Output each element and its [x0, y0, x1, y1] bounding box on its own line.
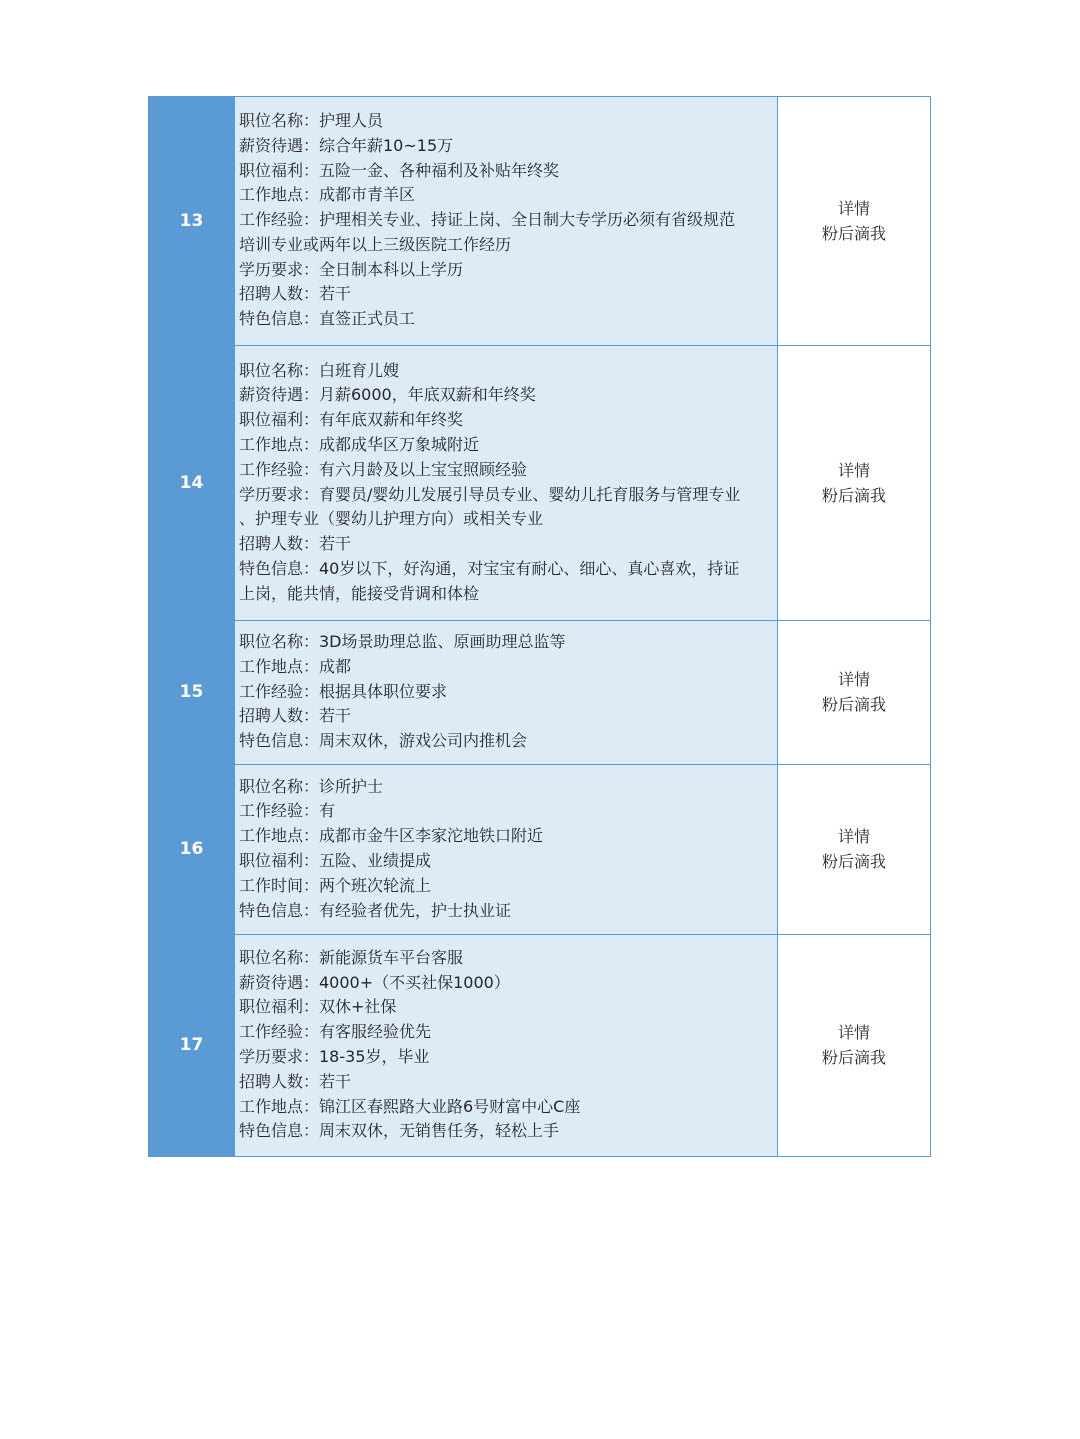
job-contact-cell — [778, 934, 931, 1156]
job-number: 14 — [149, 346, 235, 621]
job-number: 16 — [149, 764, 235, 934]
contact-label: 粉后滴我 — [821, 224, 886, 243]
job-number: 17 — [149, 934, 235, 1156]
job-listings-table — [148, 96, 931, 1157]
job-info-line: 职位福利：有年底双薪和年终奖 — [239, 410, 464, 430]
job-info-line: 职位名称：护理人员 — [239, 110, 384, 130]
job-info-line: 特色信息：直签正式员工 — [239, 309, 416, 329]
job-info-line: 工作地点：成都 — [239, 656, 352, 676]
job-info-line: 招聘人数：若干 — [239, 706, 352, 726]
contact-label: 粉后滴我 — [821, 1048, 886, 1068]
job-info-line: 工作地点：锦江区春熙路大业路6号财富中心C座 — [239, 1096, 581, 1116]
job-info-line: 上岗，能共情，能接受背调和体检 — [239, 583, 480, 603]
job-row — [149, 346, 931, 621]
job-info-line: 学历要求：18-35岁，毕业 — [239, 1046, 430, 1066]
job-info-line: 特色信息：有经验者优先，护士执业证 — [239, 900, 512, 920]
job-info-line: 工作地点：成都成华区万象城附近 — [239, 434, 480, 454]
job-details — [235, 934, 778, 1156]
job-info-line: 招聘人数：若干 — [239, 534, 352, 554]
job-info-line: 工作地点：成都市金牛区李家沱地铁口附近 — [239, 826, 544, 846]
detail-label: 详情 — [837, 670, 870, 690]
detail-label: 详情 — [837, 827, 870, 847]
job-info-line: 工作经验：护理相关专业、持证上岗、全日制大专学历必须有省级规范 — [239, 210, 736, 230]
job-info-line: 工作经验：有客服经验优先 — [239, 1022, 432, 1042]
job-info-line: 招聘人数：若干 — [239, 1071, 352, 1091]
job-details — [235, 97, 778, 346]
job-info-line: 特色信息：40岁以下，好沟通，对宝宝有耐心、细心、真心喜欢，持证 — [239, 558, 740, 578]
job-info-line: 职位名称：诊所护士 — [239, 776, 384, 796]
job-row — [149, 97, 931, 346]
job-details — [235, 764, 778, 934]
job-info-line: 职位名称：白班育儿嫂 — [239, 360, 400, 380]
detail-label: 详情 — [837, 199, 870, 218]
job-info-line: 职位福利：五险、业绩提成 — [239, 850, 432, 870]
job-number: 13 — [149, 97, 235, 346]
job-row — [149, 934, 931, 1156]
job-info-line: 工作时间：两个班次轮流上 — [239, 875, 432, 895]
job-row — [149, 621, 931, 765]
job-number: 15 — [149, 621, 235, 765]
job-info-line: 学历要求：全日制本科以上学历 — [239, 259, 464, 279]
job-info-line: 特色信息：周末双休，无销售任务，轻松上手 — [239, 1121, 560, 1141]
job-info-line: 职位福利：五险一金、各种福利及补贴年终奖 — [239, 160, 560, 180]
job-info-line: 、护理专业（婴幼儿护理方向）或相关专业 — [239, 509, 544, 529]
job-info-line: 工作经验：有 — [239, 801, 336, 821]
job-details — [235, 346, 778, 621]
job-contact-cell — [778, 97, 931, 346]
detail-label: 详情 — [837, 1023, 870, 1043]
job-info-line: 职位福利：双休+社保 — [239, 997, 397, 1017]
job-info-line: 学历要求：育婴员/婴幼儿发展引导员专业、婴幼儿托育服务与管理专业 — [239, 484, 741, 504]
job-info-line: 薪资待遇：4000+（不买社保1000） — [239, 972, 510, 992]
job-info-line: 特色信息：周末双休，游戏公司内推机会 — [239, 731, 528, 751]
contact-label: 粉后滴我 — [821, 695, 886, 715]
job-info-line: 工作经验：根据具体职位要求 — [239, 681, 448, 701]
job-info-line: 工作经验：有六月龄及以上宝宝照顾经验 — [239, 459, 528, 479]
detail-label: 详情 — [837, 461, 870, 480]
job-info-line: 招聘人数：若干 — [239, 284, 352, 304]
job-info-line: 工作地点：成都市青羊区 — [239, 185, 416, 205]
job-contact-cell — [778, 346, 931, 621]
job-contact-cell — [778, 764, 931, 934]
job-info-line: 职位名称：新能源货车平台客服 — [239, 947, 464, 967]
job-info-line: 薪资待遇：月薪6000，年底双薪和年终奖 — [239, 385, 536, 405]
job-contact-cell — [778, 621, 931, 765]
job-info-line: 培训专业或两年以上三级医院工作经历 — [239, 234, 512, 254]
job-details — [235, 621, 778, 765]
job-row — [149, 764, 931, 934]
contact-label: 粉后滴我 — [821, 486, 886, 505]
job-info-line: 职位名称：3D场景助理总监、原画助理总监等 — [239, 632, 566, 651]
contact-label: 粉后滴我 — [821, 852, 886, 872]
job-info-line: 薪资待遇：综合年薪10~15万 — [239, 135, 454, 155]
